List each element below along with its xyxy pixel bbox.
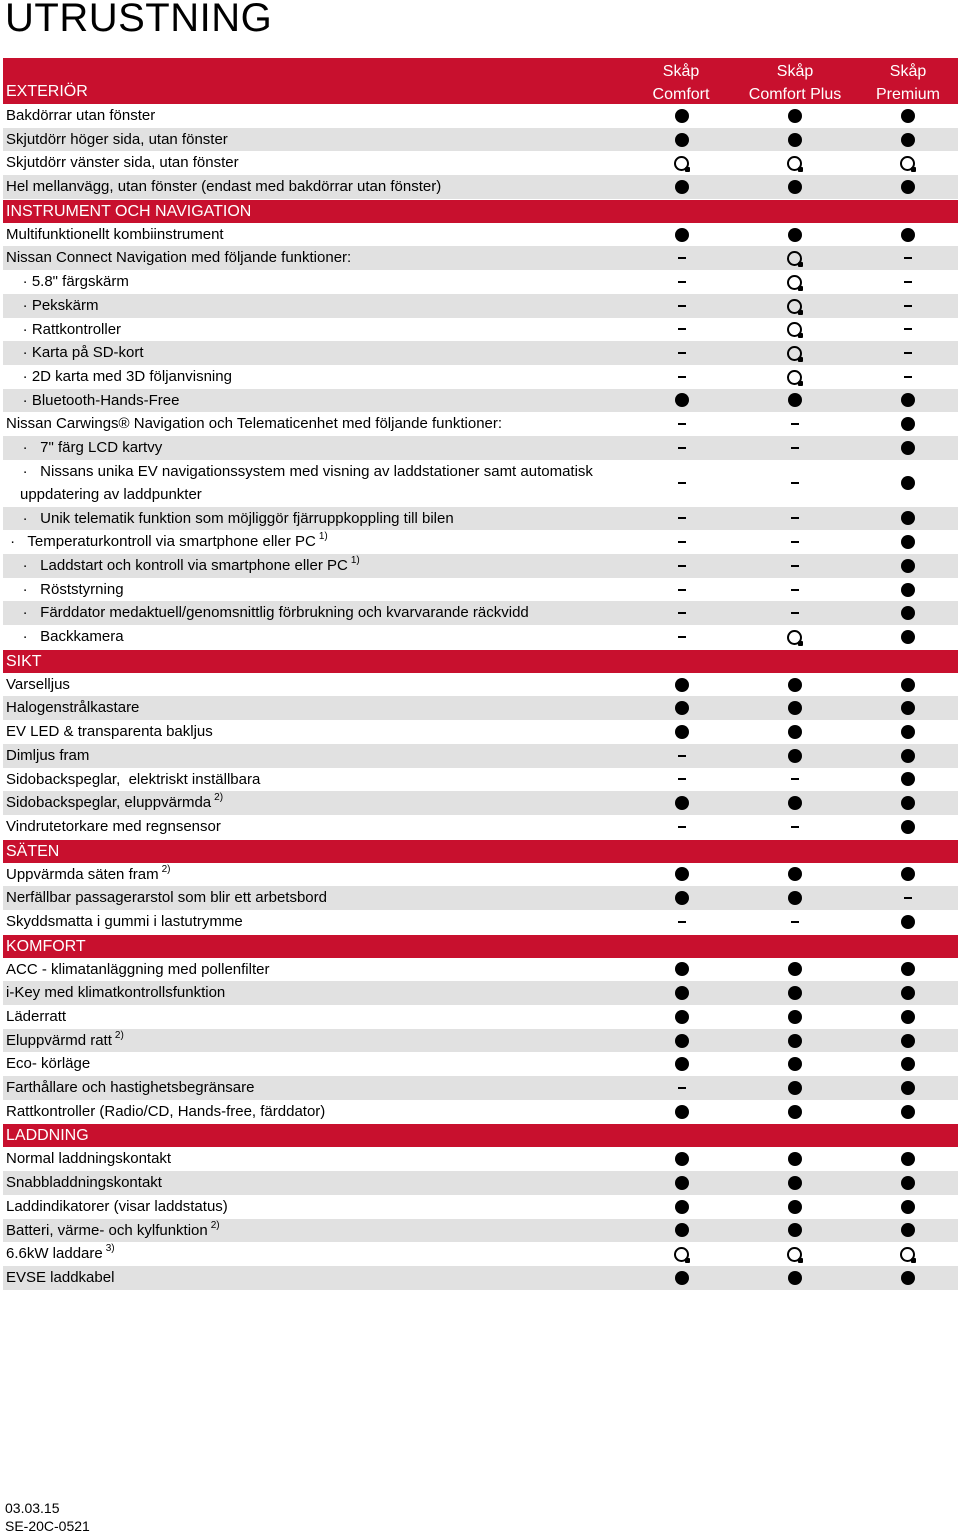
option-icon — [787, 629, 803, 645]
standard-icon — [674, 961, 690, 977]
standard-icon — [787, 392, 803, 408]
not-available-icon — [674, 605, 690, 621]
equipment-table — [3, 58, 958, 1290]
table-row — [3, 128, 958, 152]
feature-label — [6, 863, 170, 887]
standard-icon — [900, 132, 916, 148]
table-row — [3, 863, 958, 887]
standard-icon — [674, 108, 690, 124]
table-row — [3, 720, 958, 744]
table-row — [3, 1242, 958, 1266]
standard-icon — [674, 179, 690, 195]
standard-icon — [787, 1151, 803, 1167]
feature-label — [6, 1100, 325, 1124]
table-header — [3, 58, 958, 104]
not-available-icon — [787, 416, 803, 432]
not-available-icon — [674, 416, 690, 432]
table-row — [3, 1100, 958, 1124]
footer-code: SE-20C-0521 — [5, 1518, 90, 1534]
feature-label — [6, 1005, 66, 1029]
standard-icon — [900, 227, 916, 243]
standard-icon — [787, 1175, 803, 1191]
table-row — [3, 530, 958, 554]
not-available-icon — [787, 582, 803, 598]
feature-label — [6, 1195, 228, 1219]
not-available-icon — [787, 510, 803, 526]
standard-icon — [787, 724, 803, 740]
standard-icon — [900, 1151, 916, 1167]
feature-text: · Pekskärm — [6, 296, 99, 314]
standard-icon — [900, 629, 916, 645]
standard-icon — [787, 1199, 803, 1215]
feature-text: Sidobackspeglar, elektriskt inställbara — [6, 770, 261, 788]
standard-icon — [900, 1199, 916, 1215]
footnote-ref: 3) — [105, 1243, 115, 1255]
not-available-icon — [674, 771, 690, 787]
not-available-icon — [674, 819, 690, 835]
standard-icon — [674, 677, 690, 693]
standard-icon — [900, 1222, 916, 1238]
feature-text: Dimljus fram — [6, 746, 90, 764]
feature-label — [6, 1219, 220, 1243]
feature-text: Sidobackspeglar, eluppvärmda — [6, 794, 212, 812]
not-available-icon — [674, 345, 690, 361]
table-row — [3, 981, 958, 1005]
feature-text: · Karta på SD-kort — [6, 344, 144, 362]
feature-label — [6, 554, 360, 578]
table-row — [3, 318, 958, 342]
feature-label — [6, 270, 129, 294]
not-available-icon — [674, 298, 690, 314]
table-row — [3, 1195, 958, 1219]
not-available-icon — [674, 748, 690, 764]
standard-icon — [900, 961, 916, 977]
not-available-icon — [900, 321, 916, 337]
not-available-icon — [900, 345, 916, 361]
standard-icon — [787, 1270, 803, 1286]
feature-label — [6, 389, 179, 413]
feature-label — [6, 318, 121, 342]
feature-label — [6, 460, 646, 507]
table-row — [3, 886, 958, 910]
feature-text: · 2D karta med 3D följanvisning — [6, 367, 232, 385]
standard-icon — [900, 1056, 916, 1072]
standard-icon — [787, 1009, 803, 1025]
feature-label — [6, 294, 99, 318]
standard-icon — [674, 1151, 690, 1167]
feature-text: Bakdörrar utan fönster — [6, 107, 156, 124]
option-icon — [900, 155, 916, 171]
feature-text: Hel mellanvägg, utan fönster (endast med bakdörrar utan fönster) — [6, 178, 442, 196]
feature-label — [6, 128, 228, 152]
feature-label — [6, 815, 221, 839]
standard-icon — [787, 1080, 803, 1096]
standard-icon — [900, 985, 916, 1001]
standard-icon — [900, 1009, 916, 1025]
standard-icon — [674, 890, 690, 906]
table-row — [3, 791, 958, 815]
table-row — [3, 601, 958, 625]
standard-icon — [900, 108, 916, 124]
feature-label — [6, 791, 223, 815]
standard-icon — [900, 795, 916, 811]
option-icon — [674, 1246, 690, 1262]
feature-label — [6, 246, 351, 270]
not-available-icon — [787, 819, 803, 835]
standard-icon — [900, 582, 916, 598]
feature-label — [6, 341, 144, 365]
not-available-icon — [787, 475, 803, 491]
table-row — [3, 696, 958, 720]
standard-icon — [787, 866, 803, 882]
feature-text: Snabbladdningskontakt — [6, 1174, 162, 1192]
feature-label — [6, 1076, 254, 1100]
feature-label — [6, 768, 260, 792]
column-header-comfort: Skåp Comfort — [652, 63, 710, 103]
not-available-icon — [674, 440, 690, 456]
table-row — [3, 365, 958, 389]
standard-icon — [900, 475, 916, 491]
standard-icon — [900, 771, 916, 787]
not-available-icon — [787, 914, 803, 930]
standard-icon — [787, 1056, 803, 1072]
standard-icon — [674, 1175, 690, 1191]
standard-icon — [674, 1033, 690, 1049]
option-icon — [787, 321, 803, 337]
table-row — [3, 1147, 958, 1171]
standard-icon — [900, 1270, 916, 1286]
standard-icon — [900, 1175, 916, 1191]
feature-text: · 5.8" färgskärm — [6, 273, 129, 291]
standard-icon — [900, 724, 916, 740]
standard-icon — [674, 985, 690, 1001]
feature-label — [6, 151, 239, 175]
standard-icon — [787, 227, 803, 243]
table-row — [3, 744, 958, 768]
standard-icon — [787, 1104, 803, 1120]
table-row — [3, 1005, 958, 1029]
standard-icon — [900, 510, 916, 526]
standard-icon — [787, 179, 803, 195]
footnote-ref: 1) — [318, 531, 328, 543]
section-header: KOMFORT — [3, 935, 958, 958]
column-header-comfort-plus: Skåp Comfort Plus — [748, 63, 842, 103]
feature-label — [6, 673, 70, 697]
section-header: SÄTEN — [3, 840, 958, 863]
feature-label — [6, 1029, 124, 1053]
footnote-ref: 2) — [161, 863, 171, 875]
table-row — [3, 507, 958, 531]
footnote-ref: 2) — [210, 1219, 220, 1231]
not-available-icon — [787, 558, 803, 574]
not-available-icon — [787, 534, 803, 550]
standard-icon — [674, 1104, 690, 1120]
feature-label — [6, 1052, 90, 1076]
feature-label — [6, 578, 124, 602]
standard-icon — [674, 1199, 690, 1215]
standard-icon — [900, 700, 916, 716]
section-header: SIKT — [3, 650, 958, 673]
footnote-ref: 1) — [350, 555, 360, 566]
table-row — [3, 151, 958, 175]
feature-text: Varselljus — [6, 675, 70, 693]
standard-icon — [787, 677, 803, 693]
feature-text: Laddindikatorer (visar laddstatus) — [6, 1197, 228, 1215]
option-icon — [787, 274, 803, 290]
standard-icon — [674, 392, 690, 408]
not-available-icon — [787, 771, 803, 787]
feature-text: EV LED & transparenta bakljus — [6, 723, 213, 741]
standard-icon — [787, 890, 803, 906]
standard-icon — [787, 132, 803, 148]
table-body — [3, 104, 958, 1290]
not-available-icon — [787, 605, 803, 621]
section-title-exterior: EXTERIÖR — [6, 83, 88, 100]
feature-label — [6, 981, 225, 1005]
not-available-icon — [674, 510, 690, 526]
table-row — [3, 1052, 958, 1076]
standard-icon — [787, 985, 803, 1001]
section-header: LADDNING — [3, 1124, 958, 1147]
not-available-icon — [900, 274, 916, 290]
standard-icon — [900, 914, 916, 930]
standard-icon — [900, 819, 916, 835]
feature-label — [6, 744, 89, 768]
feature-label — [6, 223, 224, 247]
standard-icon — [900, 1033, 916, 1049]
not-available-icon — [674, 274, 690, 290]
standard-icon — [787, 700, 803, 716]
feature-text: Farthållare och hastighetsbegränsare — [6, 1079, 255, 1097]
table-row — [3, 341, 958, 365]
not-available-icon — [674, 250, 690, 266]
table-row — [3, 223, 958, 247]
table-row — [3, 815, 958, 839]
table-row — [3, 1219, 958, 1243]
feature-label — [6, 601, 529, 625]
table-row — [3, 578, 958, 602]
standard-icon — [674, 1009, 690, 1025]
feature-text: · Färddator medaktuell/genomsnittlig förbrukning och kvarvarande räckvidd — [6, 604, 529, 622]
column-header-premium: Skåp Premium — [875, 63, 940, 103]
standard-icon — [674, 227, 690, 243]
feature-label — [6, 625, 124, 649]
feature-label — [6, 1266, 114, 1290]
table-row — [3, 1171, 958, 1195]
feature-text: · Bluetooth-Hands-Free — [6, 391, 180, 409]
standard-icon — [674, 1270, 690, 1286]
not-available-icon — [900, 369, 916, 385]
feature-label — [6, 958, 269, 982]
table-row — [3, 460, 958, 507]
feature-text: Nissan Carwings® Navigation och Telematicenhet med följande funktioner: — [6, 415, 503, 433]
option-icon — [787, 298, 803, 314]
feature-text: Skjutdörr höger sida, utan fönster — [6, 130, 228, 148]
table-row — [3, 270, 958, 294]
option-icon — [787, 1246, 803, 1262]
feature-text: · Backkamera — [6, 628, 124, 646]
option-icon — [787, 250, 803, 266]
option-icon — [787, 369, 803, 385]
not-available-icon — [900, 298, 916, 314]
feature-text: Nissan Connect Navigation med följande funktioner: — [6, 249, 352, 267]
standard-icon — [674, 132, 690, 148]
feature-text: Vindrutetorkare med regnsensor — [6, 817, 221, 835]
feature-label — [6, 412, 502, 436]
standard-icon — [674, 724, 690, 740]
not-available-icon — [674, 629, 690, 645]
standard-icon — [674, 1056, 690, 1072]
feature-text: Skyddsmatta i gummi i lastutrymme — [6, 912, 243, 930]
option-icon — [787, 155, 803, 171]
feature-text: Eco- körläge — [6, 1055, 91, 1073]
not-available-icon — [674, 369, 690, 385]
feature-label — [6, 507, 454, 531]
feature-text: Normal laddningskontakt — [6, 1150, 172, 1168]
feature-label — [6, 365, 232, 389]
not-available-icon — [900, 890, 916, 906]
feature-text: Multifunktionellt kombiinstrument — [6, 225, 224, 243]
standard-icon — [787, 795, 803, 811]
standard-icon — [900, 392, 916, 408]
feature-label — [6, 696, 139, 720]
table-row — [3, 175, 958, 199]
standard-icon — [674, 795, 690, 811]
feature-label — [6, 720, 213, 744]
table-row — [3, 554, 958, 578]
feature-text: · 7" färg LCD kartvy — [6, 438, 163, 456]
feature-label — [6, 436, 162, 460]
not-available-icon — [674, 475, 690, 491]
feature-text: Halogenstrålkastare — [6, 699, 140, 717]
standard-icon — [900, 440, 916, 456]
feature-label — [6, 1171, 162, 1195]
table-row — [3, 412, 958, 436]
table-row — [3, 294, 958, 318]
standard-icon — [787, 1033, 803, 1049]
table-row — [3, 673, 958, 697]
standard-icon — [900, 605, 916, 621]
feature-text: Uppvärmda säten fram — [6, 865, 159, 883]
standard-icon — [900, 866, 916, 882]
not-available-icon — [674, 534, 690, 550]
standard-icon — [900, 558, 916, 574]
table-row — [3, 958, 958, 982]
option-icon — [900, 1246, 916, 1262]
standard-icon — [900, 1080, 916, 1096]
feature-label — [6, 530, 328, 554]
standard-icon — [900, 534, 916, 550]
feature-text: Skjutdörr vänster sida, utan fönster — [6, 154, 239, 172]
table-row — [3, 246, 958, 270]
feature-text-line2: uppdatering av laddpunkter — [20, 486, 202, 504]
feature-text: ACC - klimatanläggning med pollenfilter — [6, 960, 270, 978]
table-row — [3, 1266, 958, 1290]
feature-text: · Rattkontroller — [6, 320, 122, 338]
feature-text: · Laddstart och kontroll via smartphone eller PC — [6, 557, 348, 574]
feature-label — [6, 1242, 115, 1266]
standard-icon — [900, 677, 916, 693]
standard-icon — [674, 866, 690, 882]
standard-icon — [900, 179, 916, 195]
footnote-ref: 2) — [214, 792, 224, 804]
feature-label — [6, 104, 155, 128]
feature-text: EVSE laddkabel — [6, 1268, 115, 1286]
standard-icon — [787, 1222, 803, 1238]
option-icon — [787, 345, 803, 361]
feature-text: Läderratt — [6, 1008, 67, 1025]
feature-text: 6.6kW laddare — [6, 1245, 103, 1263]
standard-icon — [787, 108, 803, 124]
section-header: INSTRUMENT OCH NAVIGATION — [3, 200, 958, 223]
not-available-icon — [900, 250, 916, 266]
feature-label — [6, 175, 441, 199]
feature-label — [6, 1147, 171, 1171]
feature-text: Batteri, värme- och kylfunktion — [6, 1221, 208, 1239]
option-icon — [674, 155, 690, 171]
standard-icon — [674, 1222, 690, 1238]
feature-label — [6, 910, 243, 934]
standard-icon — [900, 416, 916, 432]
feature-text: · Unik telematik funktion som möjliggör fjärruppkoppling till bilen — [6, 509, 454, 527]
not-available-icon — [787, 440, 803, 456]
standard-icon — [900, 748, 916, 764]
table-row — [3, 1029, 958, 1053]
feature-label — [6, 886, 327, 910]
standard-icon — [787, 748, 803, 764]
standard-icon — [787, 961, 803, 977]
table-row — [3, 1076, 958, 1100]
not-available-icon — [674, 558, 690, 574]
not-available-icon — [674, 582, 690, 598]
feature-text: Nerfällbar passagerarstol som blir ett arbetsbord — [6, 889, 327, 907]
feature-text: Eluppvärmd ratt — [6, 1031, 112, 1049]
not-available-icon — [674, 1080, 690, 1096]
page-title: UTRUSTNING — [5, 0, 273, 40]
feature-text: · Röststyrning — [6, 580, 124, 598]
feature-text: · Temperaturkontroll via smartphone eller PC — [6, 533, 316, 551]
footnote-ref: 2) — [114, 1029, 124, 1041]
not-available-icon — [674, 321, 690, 337]
standard-icon — [900, 1104, 916, 1120]
table-row — [3, 910, 958, 934]
table-row — [3, 768, 958, 792]
not-available-icon — [674, 914, 690, 930]
table-row — [3, 104, 958, 128]
feature-text: · Nissans unika EV navigationssystem med visning av laddstationer samt automatisk — [6, 462, 593, 480]
feature-text: Rattkontroller (Radio/CD, Hands-free, färddator) — [6, 1102, 326, 1120]
table-row — [3, 389, 958, 413]
standard-icon — [674, 700, 690, 716]
footer-date: 03.03.15 — [5, 1500, 60, 1516]
feature-text: i-Key med klimatkontrollsfunktion — [6, 984, 226, 1002]
table-row — [3, 436, 958, 460]
table-row — [3, 625, 958, 649]
